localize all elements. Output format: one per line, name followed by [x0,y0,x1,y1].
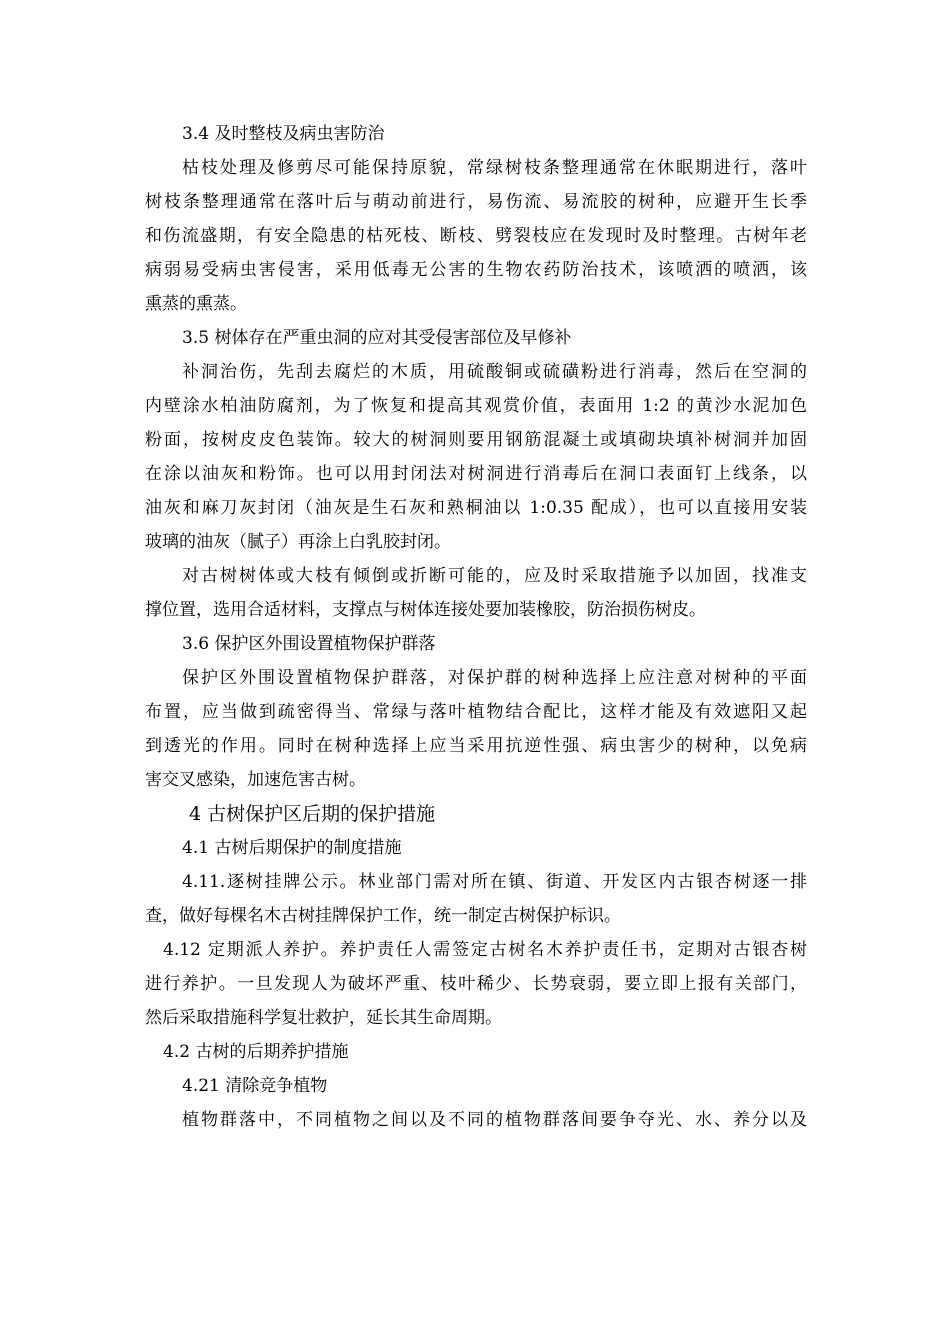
text-line: 然后采取措施科学复壮救护，延长其生命周期。 [145,1008,502,1028]
text-line: 枯枝处理及修剪尽可能保持原貌，常绿树枝条整理通常在休眠期进行，落叶 [182,158,807,178]
text-line: 对古树树体或大枝有倾倒或折断可能的，应及时采取措施予以加固，找准支 [182,566,807,586]
text-line: 保护区外围设置植物保护群落，对保护群的树种选择上应注意对树种的平面 [182,668,807,688]
text-line: 布置，应当做到疏密得当、常绿与落叶植物结合配比，这样才能及有效遮阳又起 [145,702,807,722]
text-line: 和伤流盛期，有安全隐患的枯死枝、断枝、劈裂枝应在发现时及时整理。古树年老 [145,226,807,246]
text-line: 进行养护。一旦发现人为破坏严重、枝叶稀少、长势衰弱，要立即上报有关部门， [145,974,807,994]
text-line: 玻璃的油灰（腻子）再涂上白乳胶封闭。 [145,532,451,552]
text-line: 查，做好每棵名木古树挂牌保护工作，统一制定古树保护标识。 [145,906,621,926]
text-line: 4.12 定期派人养护。养护责任人需签定古树名木养护责任书，定期对古银杏树 [163,940,807,960]
text-line: 在涂以油灰和粉饰。也可以用封闭法对树洞进行消毒后在洞口表面钉上线条，以 [145,464,807,484]
section-heading: 4.2 古树的后期养护措施 [163,1042,349,1062]
section-heading: 4.21 清除竞争植物 [182,1076,328,1096]
text-line: 熏蒸的熏蒸。 [145,294,247,314]
section-heading: 3.5 树体存在严重虫洞的应对其受侵害部位及早修补 [182,328,572,348]
text-line: 到透光的作用。同时在树种选择上应当采用抗逆性强、病虫害少的树种，以免病 [145,736,807,756]
text-line: 病弱易受病虫害侵害，采用低毒无公害的生物农药防治技术，该喷洒的喷洒，该 [145,260,807,280]
text-line: 4.11.逐树挂牌公示。林业部门需对所在镇、街道、开发区内古银杏树逐一排 [182,872,807,892]
text-line: 粉面，按树皮皮色装饰。较大的树洞则要用钢筋混凝土或填砌块填补树洞并加固 [145,430,807,450]
text-line: 油灰和麻刀灰封闭（油灰是生石灰和熟桐油以 1:0.35 配成），也可以直接用安装 [145,498,807,518]
section-heading: 3.4 及时整枝及病虫害防治 [182,124,385,144]
document-body [145,117,807,1137]
text-line: 害交叉感染，加速危害古树。 [145,770,366,790]
text-line: 补洞治伤，先刮去腐烂的木质，用硫酸铜或硫磺粉进行消毒，然后在空洞的 [182,362,807,382]
text-line: 树枝条整理通常在落叶后与萌动前进行，易伤流、易流胶的树种，应避开生长季 [145,192,807,212]
text-line: 撑位置，选用合适材料，支撑点与树体连接处要加装橡胶，防治损伤树皮。 [145,600,706,620]
section-heading: 3.6 保护区外围设置植物保护群落 [182,634,436,654]
text-line: 内壁涂水柏油防腐剂，为了恢复和提高其观赏价值，表面用 1:2 的黄沙水泥加色 [145,396,807,416]
section-heading: 4 古树保护区后期的保护措施 [189,803,436,825]
section-heading: 4.1 古树后期保护的制度措施 [182,838,402,858]
text-line: 植物群落中，不同植物之间以及不同的植物群落间要争夺光、水、养分以及 [182,1110,807,1130]
